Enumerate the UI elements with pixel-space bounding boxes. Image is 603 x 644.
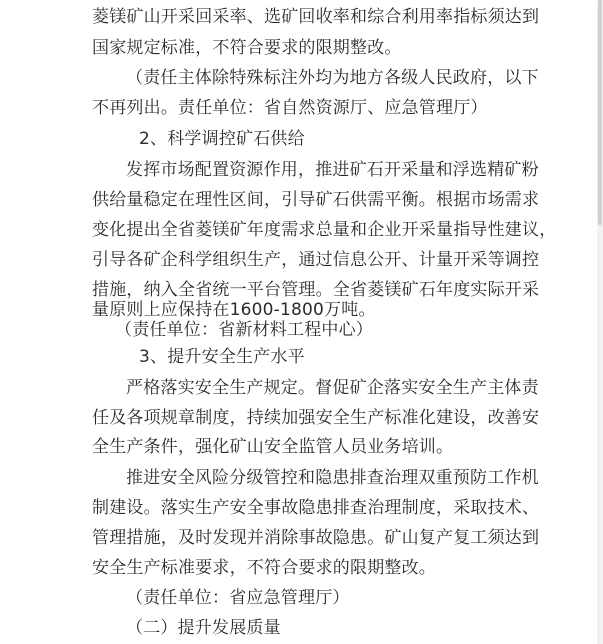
text-line: 不再列出。责任单位：省自然资源厅、应急管理厅） [92, 98, 488, 118]
text-line: 供给量稳定在理性区间，引导矿石供需平衡。根据市场需求 [92, 190, 540, 210]
text-line: 安全生产标准要求，不符合要求的限期整改。 [92, 558, 436, 578]
text-line: 任及各项规章制度，持续加强安全生产标准化建设，改善安 [92, 408, 540, 428]
scrollbar-thumb[interactable] [598, 0, 602, 225]
section-heading: （二）提升发展质量 [126, 618, 281, 638]
text-line: 推进安全风险分级管控和隐患排查治理双重预防工作机 [126, 468, 539, 488]
section-heading: 2、科学调控矿石供给 [139, 129, 305, 149]
text-line: 全生产条件，强化矿山安全监管人员业务培训。 [92, 437, 454, 457]
text-line: 菱镁矿山开采回采率、选矿回收率和综合利用率指标须达到 [92, 7, 540, 27]
text-line: 变化提出全省菱镁矿年度需求总量和企业开采量指导性建议， [92, 220, 557, 240]
text-line: 发挥市场配置资源作用，推进矿石开采量和浮选精矿粉 [126, 160, 539, 180]
text-line: （责任主体除特殊标注外均为地方各级人民政府，以下 [126, 68, 539, 88]
text-line: 严格落实安全生产规定。督促矿企落实安全生产主体责 [126, 378, 539, 398]
text-line: 管理措施，及时发现并消除事故隐患。矿山复产复工须达到 [92, 528, 540, 548]
scrollbar[interactable] [597, 0, 603, 644]
text-line: 措施，纳入全省统一平台管理。全省菱镁矿石年度实际开采 [92, 280, 540, 300]
text-line: 引导各矿企科学组织生产，通过信息公开、计量开采等调控 [92, 250, 540, 270]
responsibility-note: （责任单位：省应急管理厅） [126, 588, 350, 608]
section-heading: 3、提升安全生产水平 [139, 347, 305, 367]
responsibility-note: （责任单位：省新材料工程中心） [115, 320, 373, 340]
text-line: 制建设。落实生产安全事故隐患排查治理制度，采取技术、 [92, 498, 540, 518]
text-line: 国家规定标准，不符合要求的限期整改。 [92, 38, 402, 58]
text-line: 量原则上应保持在1600-1800万吨。 [92, 300, 376, 320]
